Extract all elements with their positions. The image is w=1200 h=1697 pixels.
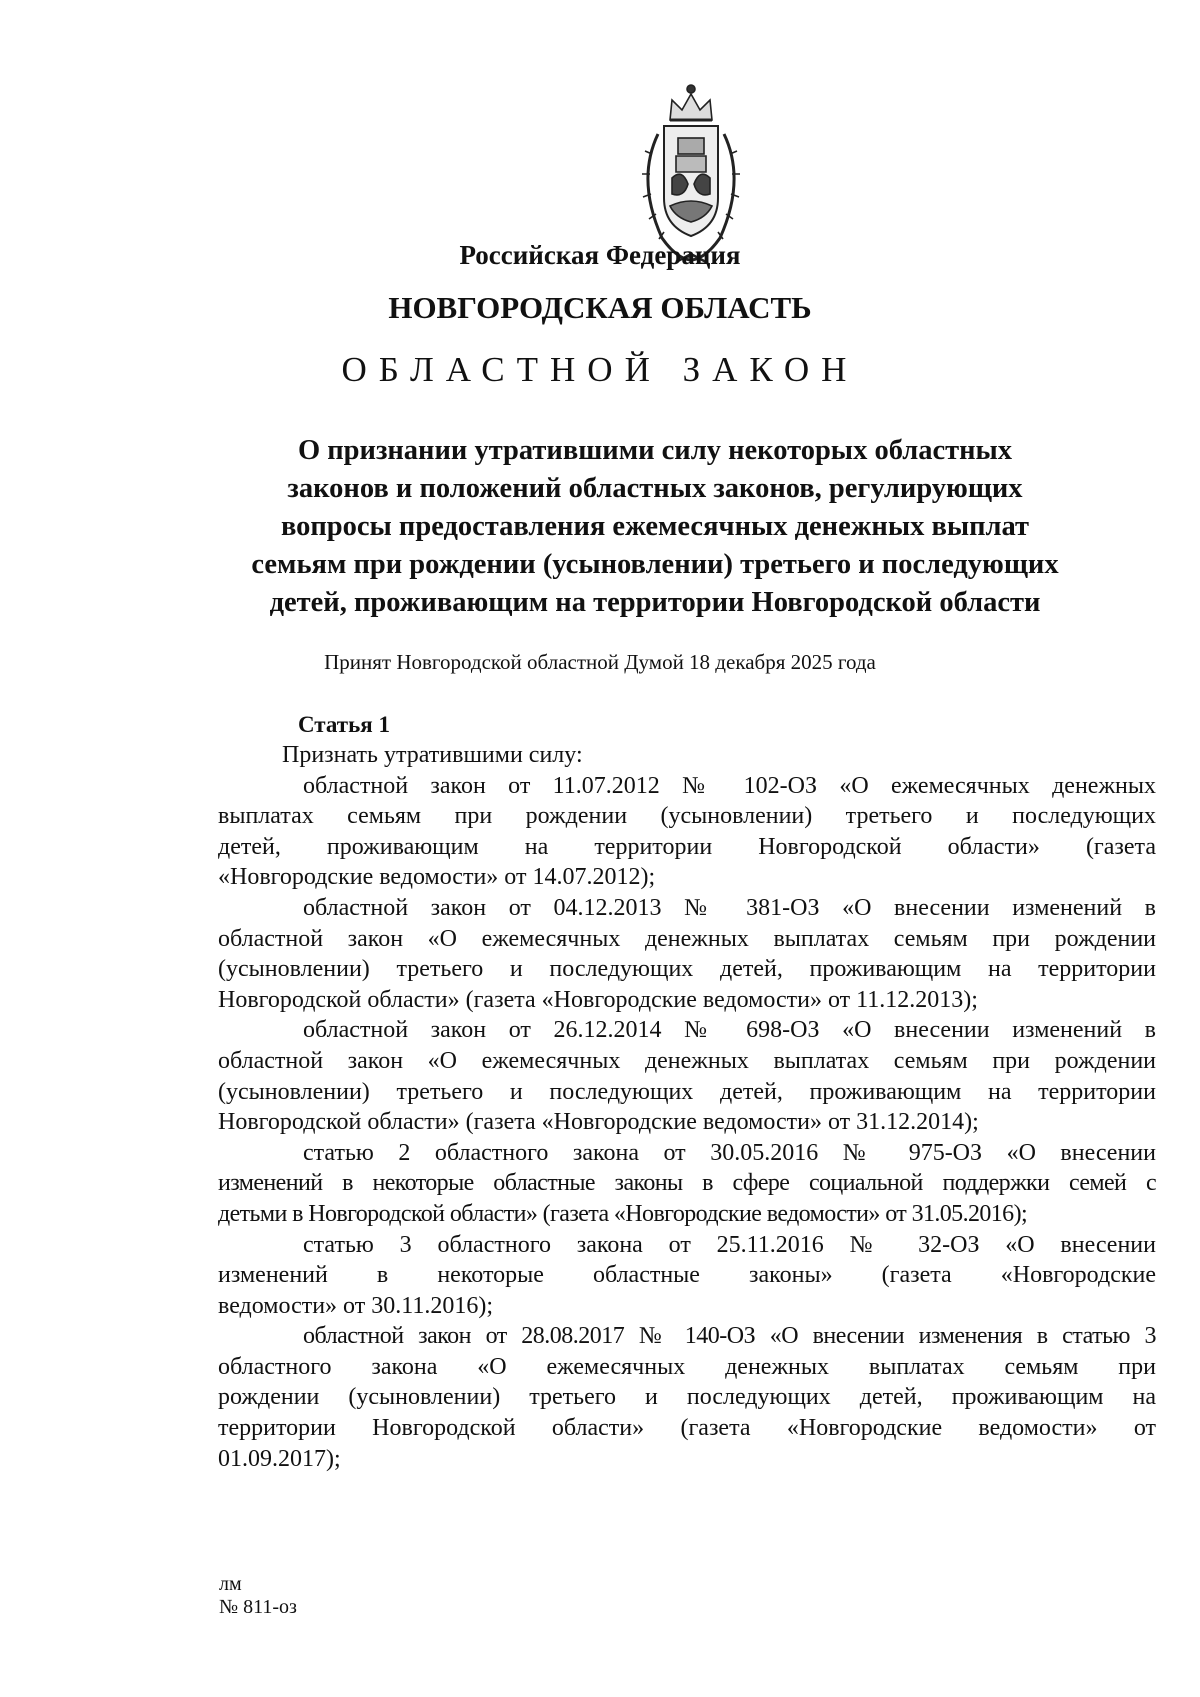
- document-number: № 811-оз: [219, 1596, 297, 1618]
- list-item: статью 2 областного закона от 30.05.2016 № 975-ОЗ «О внесении изменений в некоторые областные законы в сфере социальной поддержки семей с детьми в Новгородской области» (газета «Новгородские ведомости» от 31.05.2016);: [218, 1139, 1156, 1227]
- title-line: детей, проживающим на территории Новгородской области: [269, 587, 1041, 618]
- title-line: законов и положений областных законов, регулирующих: [287, 473, 1023, 504]
- list-item: областной закон от 28.08.2017 № 140-ОЗ «О внесении изменения в статью 3 областного закона «О ежемесячных денежных выплатах семьям при рождении (усыновлении) третьего и последующих детей, проживающим на территории Новгородской области» (газета «Новгородские ведомости» от 01.09.2017);: [218, 1323, 1156, 1472]
- list-item: областной закон от 04.12.2013 № 381-ОЗ «О внесении изменений в областной закон «О ежемесячных денежных выплатах семьям при рождении (усыновлении) третьего и последующих детей, проживающим на территории Новгородской области» (газета «Новгородские ведомости» от 11.12.2013);: [218, 894, 1156, 1013]
- region-name: НОВГОРОДСКАЯ ОБЛАСТЬ: [388, 290, 812, 325]
- title-line: вопросы предоставления ежемесячных денежных выплат: [280, 511, 1030, 542]
- list-item: областной закон от 11.07.2012 № 102-ОЗ «О ежемесячных денежных выплатах семьям при рождении (усыновлении) третьего и последующих детей, проживающим на территории Новгородской области» (газета «Новгородские ведомости» от 14.07.2012);: [218, 772, 1156, 891]
- footer-initials: лм: [219, 1573, 242, 1595]
- document-footer: [219, 1573, 297, 1619]
- article-intro: Признать утратившими силу:: [282, 742, 583, 768]
- country-name: Российская Федерация: [459, 240, 741, 270]
- title-line: семьям при рождении (усыновлении) третьего и последующих: [251, 549, 1059, 580]
- title-line: О признании утратившими силу некоторых областных: [297, 435, 1013, 466]
- law-title: [200, 432, 1110, 622]
- article-body: [218, 740, 1156, 1474]
- list-item: статью 3 областного закона от 25.11.2016 № 32-ОЗ «О внесении изменений в некоторые областные законы» (газета «Новгородские ведомости» от 30.11.2016);: [218, 1231, 1156, 1319]
- law-type: ОБЛАСТНОЙ ЗАКОН: [341, 350, 859, 389]
- article-heading: Статья 1: [298, 712, 390, 737]
- adoption-note: Принят Новгородской областной Думой 18 декабря 2025 года: [324, 650, 876, 674]
- list-item: областной закон от 26.12.2014 № 698-ОЗ «О внесении изменений в областной закон «О ежемесячных денежных выплатах семьям при рождении (усыновлении) третьего и последующих детей, проживающим на территории Новгородской области» (газета «Новгородские ведомости» от 31.12.2014);: [218, 1017, 1156, 1136]
